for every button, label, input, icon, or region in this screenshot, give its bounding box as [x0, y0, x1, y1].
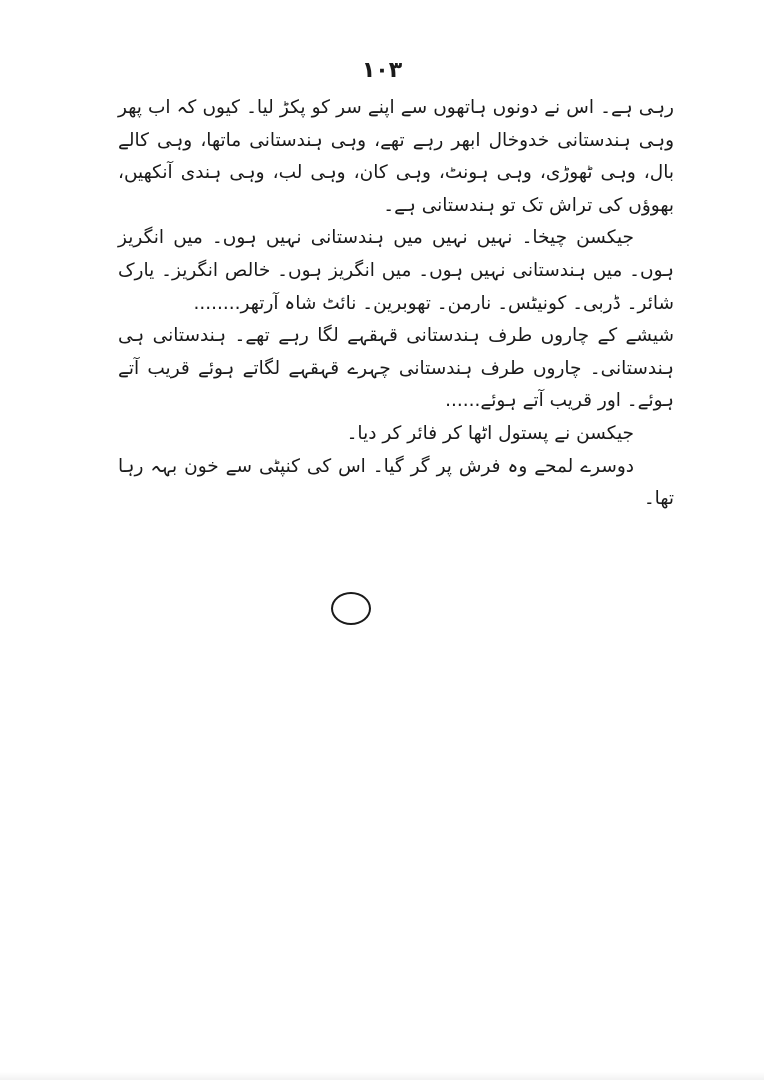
page-number: ۱۰۳ [361, 58, 403, 83]
paragraph-2: جیکسن چیخا۔ نہیں نہیں میں ہندستانی نہیں ہوں۔ میں انگریز ہوں۔ میں ہندستانی نہیں ہوں۔ میں انگریز ہوں۔ خالص انگریز۔ یارک شائر۔ ڈربی۔ کونیٹس۔ نارمن۔ تھوبرین۔ نائٹ شاہ آرتھر........ [118, 227, 674, 314]
paragraph-4: جیکسن نے پستول اٹھا کر فائر کر دیا۔ [346, 422, 634, 444]
paragraph-1: رہی ہے۔ اس نے دونوں ہاتھوں سے اپنے سر کو پکڑ لیا۔ کیوں کہ اب پھر وہی ہندستانی خدوخال ابھر رہے تھے، وہی ہندستانی ماتھا، وہی کالے بال، وہی ٹھوڑی، وہی ہونٹ، وہی کان، وہی لب، وہی ہندی آنکھیں، بھوؤں کی تراش تک تو ہندستانی ہے۔ [118, 97, 674, 216]
story-text [118, 92, 674, 516]
end-of-story-circle-icon [331, 592, 371, 625]
paragraph-3: شیشے کے چاروں طرف ہندستانی قہقہے لگا رہے تھے۔ ہندستانی ہی ہندستانی۔ چاروں طرف ہندستانی چہرے قہقہے لگاتے ہوئے قریب آتے ہوئے۔ اور قریب آتے ہوئے...... [118, 325, 674, 412]
scan-bottom-edge [0, 1072, 764, 1080]
paragraph-5: دوسرے لمحے وہ فرش پر گر گیا۔ اس کی کنپٹی سے خون بہہ رہا تھا۔ [118, 455, 674, 510]
